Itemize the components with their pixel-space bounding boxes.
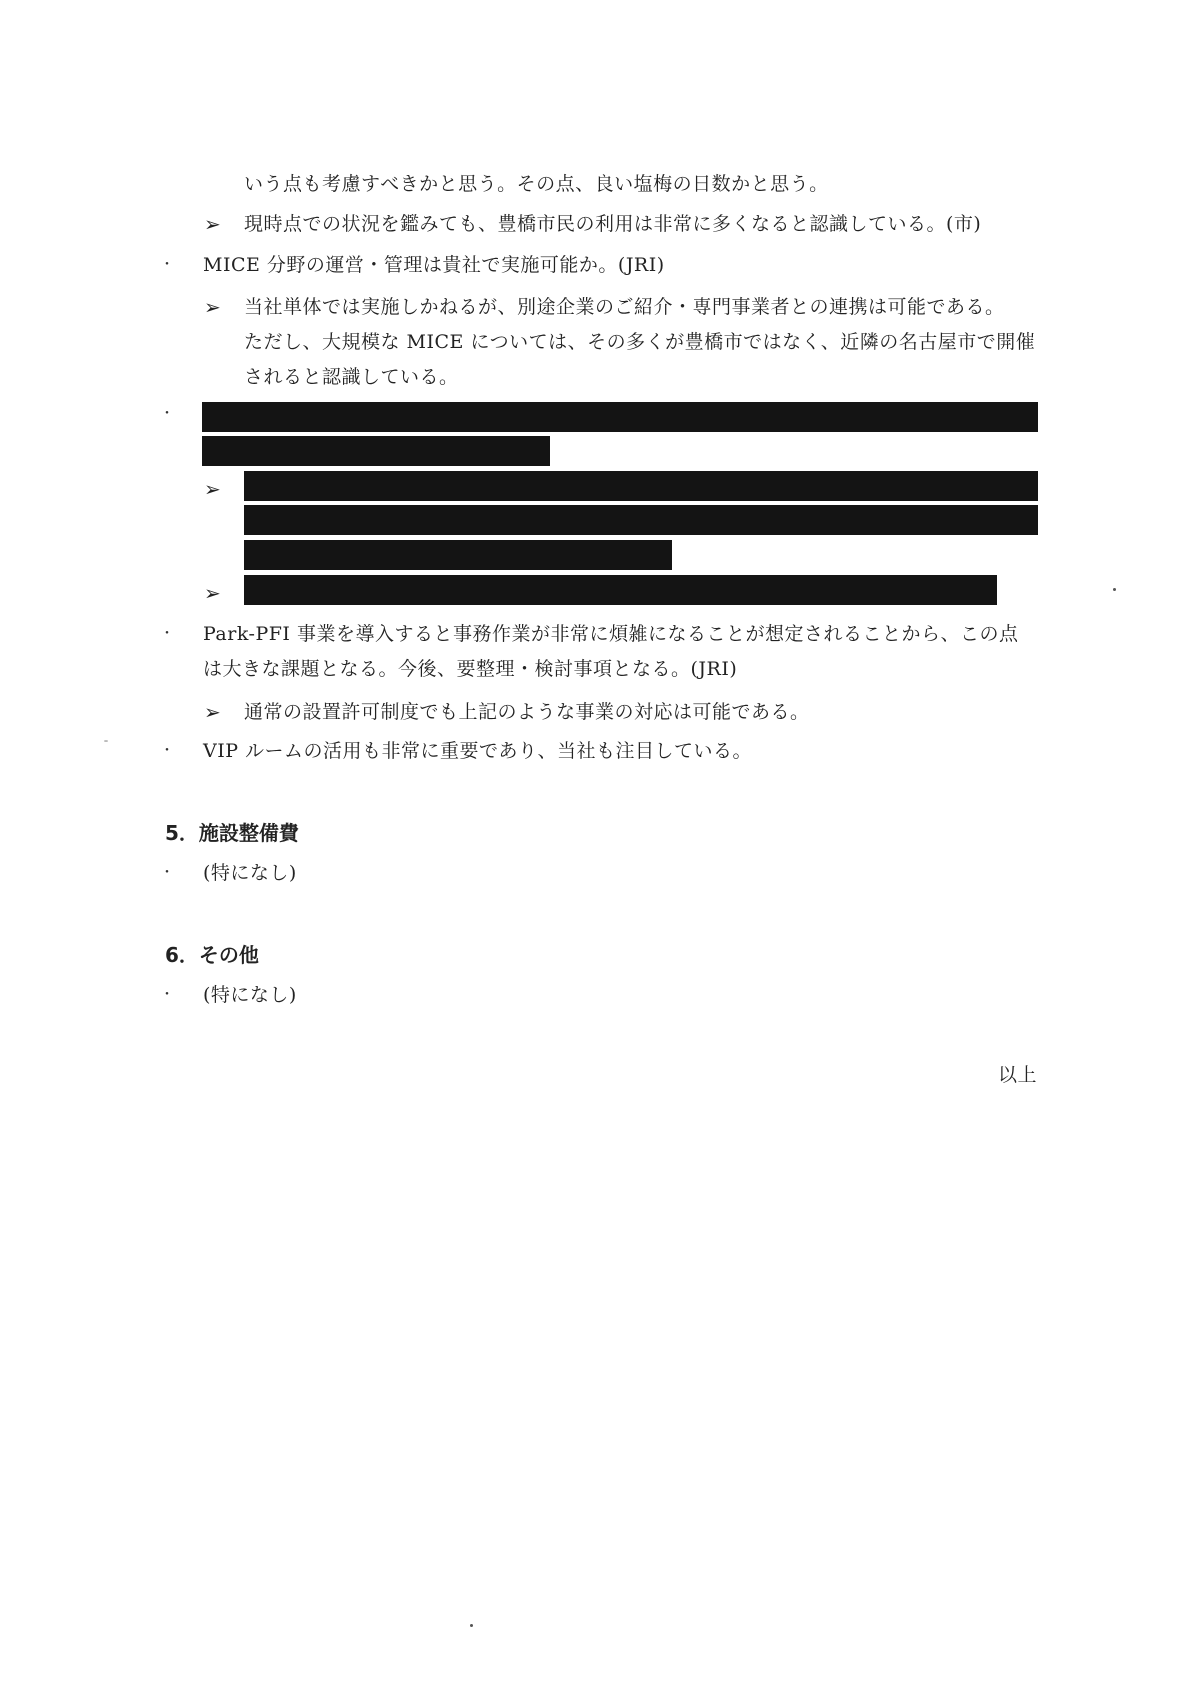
scan-speck	[470, 1624, 473, 1627]
arrow-bullet: ➢	[204, 581, 221, 605]
section-6-item: (特になし)	[203, 984, 297, 1006]
dot-bullet: ・	[160, 257, 174, 273]
dot-bullet: ・	[160, 865, 174, 881]
redaction-bar	[244, 471, 1038, 501]
question-text: MICE 分野の運営・管理は貴社で実施可能か。(JRI)	[203, 254, 665, 276]
arrow-bullet: ➢	[204, 700, 221, 724]
dot-bullet: ・	[160, 987, 174, 1003]
dot-bullet: ・	[160, 743, 174, 759]
response-text: 現時点での状況を鑑みても、豊橋市民の利用は非常に多くなると認識している。(市)	[244, 213, 982, 235]
section-heading-6: 6．その他	[165, 943, 259, 967]
parkpfi-line-2: は大きな課題となる。今後、要整理・検討事項となる。(JRI)	[203, 658, 738, 680]
arrow-bullet: ➢	[204, 477, 221, 501]
answer-line-2: ただし、大規模な MICE については、その多くが豊橋市ではなく、近隣の名古屋市で開催	[244, 331, 1036, 353]
parkpfi-line-1: Park-PFI 事業を導入すると事務作業が非常に煩雑になることが想定されることから、この点	[203, 623, 1019, 645]
answer-line-3: されると認識している。	[244, 366, 459, 388]
redaction-bar	[202, 402, 1038, 432]
answer-line-1: 当社単体では実施しかねるが、別途企業のご紹介・専門事業者との連携は可能である。	[244, 296, 1005, 318]
arrow-bullet: ➢	[204, 212, 221, 236]
arrow-bullet: ➢	[204, 295, 221, 319]
scan-speck	[104, 740, 108, 742]
section-5-item: (特になし)	[203, 862, 297, 884]
dot-bullet: ・	[160, 626, 174, 642]
redaction-bar	[244, 575, 997, 605]
redaction-bar	[202, 436, 550, 466]
redaction-bar	[244, 505, 1038, 535]
scan-speck	[1113, 588, 1116, 591]
dot-bullet: ・	[160, 406, 174, 422]
vip-text: VIP ルームの活用も非常に重要であり、当社も注目している。	[203, 740, 753, 762]
redaction-bar	[244, 540, 672, 570]
closing-text: 以上	[998, 1064, 1038, 1086]
response-text: 通常の設置許可制度でも上記のような事業の対応は可能である。	[244, 701, 810, 723]
section-heading-5: 5．施設整備費	[165, 821, 299, 845]
paragraph-continuation: いう点も考慮すべきかと思う。その点、良い塩梅の日数かと思う。	[244, 173, 829, 195]
